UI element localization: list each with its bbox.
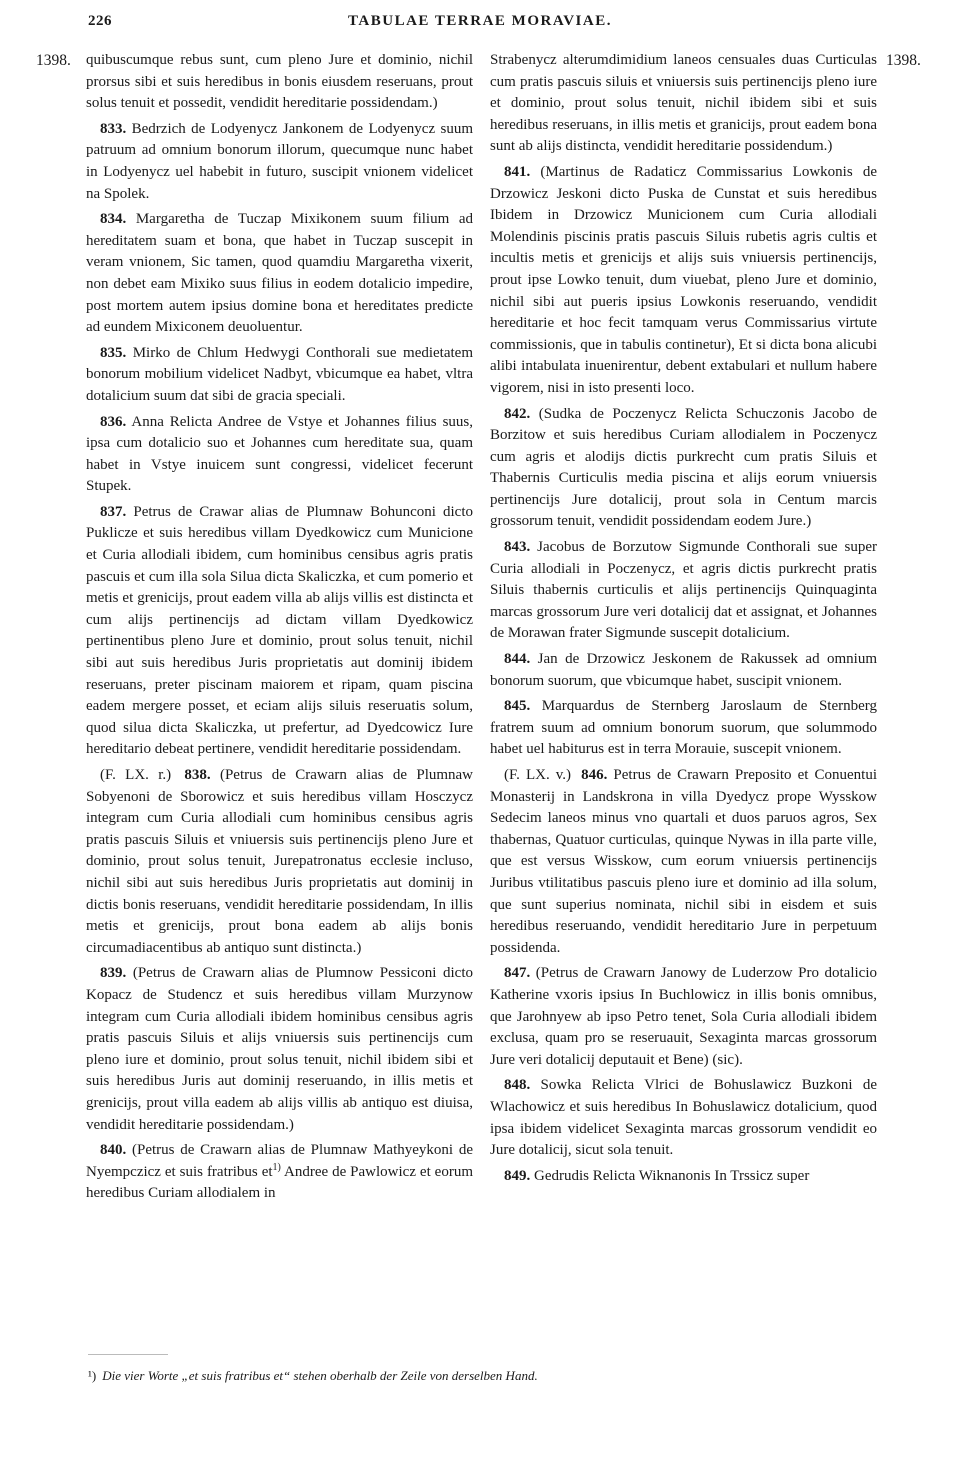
entry-number: 837. [100,503,127,520]
entry-number: 849. [504,1167,531,1184]
entry-text: Strabenycz alterumdimidium laneos censuales duas Curticulas cum pratis pascuis siluis et vniuersis suis pertinencijs pleno iure et dominio, prout solus tenuit, nichil ibidem sibi et suis heredibus reseruans, in illis metis et granicijs, prout eadem bona sunt ab alijs distincta, vendidit hereditarie possidendum.) [490,52,877,155]
entry-text: (Martinus de Radaticz Commissarius Lowkonis de Drzowicz Jeskoni dicto Puska de Cunstat et suis heredibus Ibidem in Drzowicz Municionem cum Curia allodiali Molendinis piscinis pratis pascuis Siluis rubetis agris cultis et incultis metis et grenicijs et alijs suis vniuersis pertinencijs, prout ipse Lowko tenuit, dum viuebat, pleno Jure et dominio, nichil sibi aut pueris ipsius Lowkonis reseruando, vendidit hereditarie et hoc fecit tamquam verus Commissarius virtute commissionis, que in tabulis continetur), Et si dicta bona alicubi alibi intabulata inuenirentur, debent extabulari et nullum habere vigorem, nisi in isto presenti loco. [490,163,877,396]
entry-text: (Petrus de Crawarn Janowy de Luderzow Pro dotalicio Katherine vxoris ipsius In Buchlowicz in illis bonis omnibus, que Jarohnyew ab ipso Petro tenet, Sola Curia allodiali ibidem exclusa, quam pro se reseruauit, Sexaginta marcas grossorum Jure veri dotalicij deputauit et Bene) (sic). [490,965,877,1068]
entry-number: 839. [100,965,127,982]
entry-paragraph [490,50,877,158]
entry-paragraph [86,502,473,761]
entry-paragraph [86,412,473,498]
entry-text: Marquardus de Sternberg Jaroslaum de Sternberg fratrem suum ad omnium bonorum suorum, que solummodo habet uel habiturus est in terra Morauie, suscepit vnionem. [490,698,877,758]
entry-text: Jan de Drzowicz Jeskonem de Rakussek ad omnium bonorum suorum, que vbicumque habet, suscipit vnionem. [490,651,877,689]
margin-year-right: 1398. [886,52,921,69]
entry-text: (Petrus de Crawarn alias de Plumnaw Sobyenoni de Sborowicz et suis heredibus villam Hosczycz integram cum Curia allodiali cum hominibus censibus agris pratis pascuis Siluis et vniuersis suis pertinencijs pleno Jure et dominio, prout solus tenuit, Jurepatronatus ecclesie incluso, nichil sibi aut suis heredibus Juris proprietatis aut dominij in dictis bonis reseruans, vendidit hereditarie possidendam, In illis metis et grenicijs, prout bona eadem ab alijs bonis circumadiacentibus ab antiquo sunt distincta.) [86,767,474,956]
entry-paragraph [490,765,877,959]
entry-paragraph [86,963,473,1136]
entry-number: 845. [504,698,531,715]
folio-reference: (F. LX. r.) [100,767,172,783]
entry-number: 838. [184,767,211,783]
entry-paragraph [86,50,473,115]
entry-paragraph [490,404,877,534]
footnote-mark: ¹) [88,1368,97,1383]
running-title: TABULAE TERRAE MORAVIAE. [348,13,612,29]
entry-paragraph [490,1075,877,1161]
footnote [88,1367,888,1385]
footnote-text: Die vier Worte „et suis fratribus et“ stehen oberhalb der Zeile von derselben Hand. [102,1368,538,1383]
entry-number: 835. [100,344,127,361]
entry-number: 841. [504,163,531,180]
footnote-marker: 1) [272,1161,281,1173]
entry-number: 833. [100,120,127,137]
entry-paragraph [490,963,877,1071]
entry-paragraph [490,162,877,400]
folio-reference: (F. LX. v.) [504,767,572,783]
footnote-divider [88,1354,168,1355]
entry-text: Mirko de Chlum Hedwygi Conthorali sue medietatem bonorum mobilium videlicet Nadbyt, vbicumque ea habet, vltra dotalicium suum dat sibi de gracia speciali. [86,344,473,404]
entry-text: (Petrus de Crawarn alias de Plumnow Pessiconi dicto Kopacz de Studencz et suis heredibus villam Murzynow integram cum Curia allodiali ibidem hominibus censibus agris pratis pascuis Siluis et alijs vniuersis suis pertinencijs cum pleno iure et dominio, prout solus tenuit, nichil ibidem sibi et suis heredibus Juris aut dominij reseruando, in illis metis et grenicijs, prout villa eadem ab alijs villis ab antiquo est diuisa, vendidit hereditarie possidendam.) [86,965,473,1133]
page-header [0,0,960,40]
entry-text: Gedrudis Relicta Wiknanonis In Trssicz super [534,1167,810,1184]
page-number: 226 [88,13,112,29]
entry-paragraph [86,119,473,205]
left-column [86,50,473,1209]
entry-text: Jacobus de Borzutow Sigmunde Conthorali sue super Curia allodiali in Poczenycz, et agris dictis purkrecht pratis Siluis thabernis curticulis et alijs pertinencijs Quinquaginta marcas grossorum Jure veri dotalicij dat et assignat, et Johannes de Morawan frater Sigmunde suscepit dotalicium. [490,539,877,642]
entry-paragraph [86,343,473,408]
entry-number: 844. [504,651,531,668]
entry-text: Petrus de Crawar alias de Plumnaw Bohunconi dicto Puklicze et suis heredibus villam Dyedkowicz cum Municione et Curia allodiali ibidem, cum hominibus censibus agris pratis pascuis et cum illa sola Silua dicta Skaliczka, et cum pomerio et metis et grenicijs, prout eadem villa ab alijs villis est distincta et cum alijs pertinencijs ad dictam villam Dyedkowicz pertinentibus pleno Jure et dominio, prout solus tenuit, nichil sibi aut suis heredibus Juris proprietatis aut dominij ibidem reseruans, preter piscinam maiorem et ripam, quam piscina eadem mergere posset, et eciam alijs siluis reseruatis solum, quod silua dicta Skaliczka, ut prefertur, ad Dyedcowicz Iure hereditario debeat pertinere, vendidit hereditarie possidendam. [86,503,474,758]
entry-text: Sowka Relicta Vlrici de Bohuslawicz Buzkoni de Wlachowicz et suis heredibus In Bohuslawicz dotalicium, quod ipsa ibidem videlicet Sexaginta marcas grossorum vendidit eo Jure dotalicij, sicut sola tenuit. [490,1077,877,1159]
entry-text: Bedrzich de Lodyenycz Jankonem de Lodyenycz suum patruum ad omnium bonorum illorum, quecumque nunc habet in Lodyenycz uel habebit in futuro, suscipit vnionem videlicet na Spolek. [86,120,473,202]
entry-number: 842. [504,405,531,422]
entry-number: 843. [504,539,531,556]
entry-number: 846. [581,767,608,783]
entry-text: Margaretha de Tuczap Mixikonem suum filium ad hereditatem suam et bona, que habet in Tuczap suscepit in veram vnionem, Sic tamen, quod quamdiu Margaretha vixerit, non debet eam Mixiko suus filius in eodem dotalicio impedire, post mortem autem ipsius domine bona et hereditates predicte ad eundem Mixiconem deuoluentur. [86,211,474,336]
entry-text: Anna Relicta Andree de Vstye et Johannes filius suus, ipsa cum dotalicio suo et Johannes cum hereditate sua, quam habet in Vstye inuicem sunt congressi, videlicet fecerunt Stupek. [86,413,473,495]
entry-text: quibuscumque rebus sunt, cum pleno Jure et dominio, nichil prorsus sibi et suis heredibus in bonis eiusdem reseruans, prout solus tenuit et possedit, vendidit hereditarie possidendam.) [86,52,473,112]
entry-text-continued: Andree de Pawlowicz et eorum heredibus Curiam allodialem in [86,1163,474,1202]
entry-text: Petrus de Crawarn Preposito et Conuentui Monasterij in Landskrona in villa Dyedycz prope Wysskow Sedecim laneos minus vno quartali et duos paruos agros, Sex thabernas, Quatuor curticulas, quinque Nywas in illa parte ville, que est versus Wisskow, cum eorum vniuersis pertinencijs Juribus vtilitatibus pascuis pleno iure et dominio ad illa solum, que sunt superius nominata, nichil sibi in eisdem et suis heredibus reseruando, vendidit hereditario Jure in perpetuum possidenda. [490,767,878,956]
entry-paragraph [490,537,877,645]
entry-paragraph [490,1166,877,1188]
entry-number: 840. [100,1142,127,1159]
entry-text: (Sudka de Poczenycz Relicta Schuczonis Jacobo de Borzitow et suis heredibus Curiam allodialem in Poczenycz cum agris et alodijs dictis purkrecht cum pratis Siluis et Thabernis Curticulis media piscina et alijs eorum vniuersis pertinencijs Jure dotalicij, prout sola in Centum marcis grossorum tenuit, vendidit possidendam eodem Jure.) [490,405,877,530]
margin-year-left: 1398. [36,52,71,69]
entry-number: 848. [504,1077,531,1094]
entry-paragraph [86,1140,473,1205]
entry-paragraph [490,696,877,761]
entry-paragraph [86,765,473,959]
entry-paragraph [86,209,473,339]
entry-number: 834. [100,211,127,228]
entry-paragraph [490,649,877,692]
right-column [490,50,877,1191]
entry-number: 836. [100,413,127,430]
entry-number: 847. [504,965,531,982]
entry-text: (Petrus de Crawarn alias de Plumnaw Mathyeykoni de Nyempczicz et suis fratribus et [86,1142,473,1180]
